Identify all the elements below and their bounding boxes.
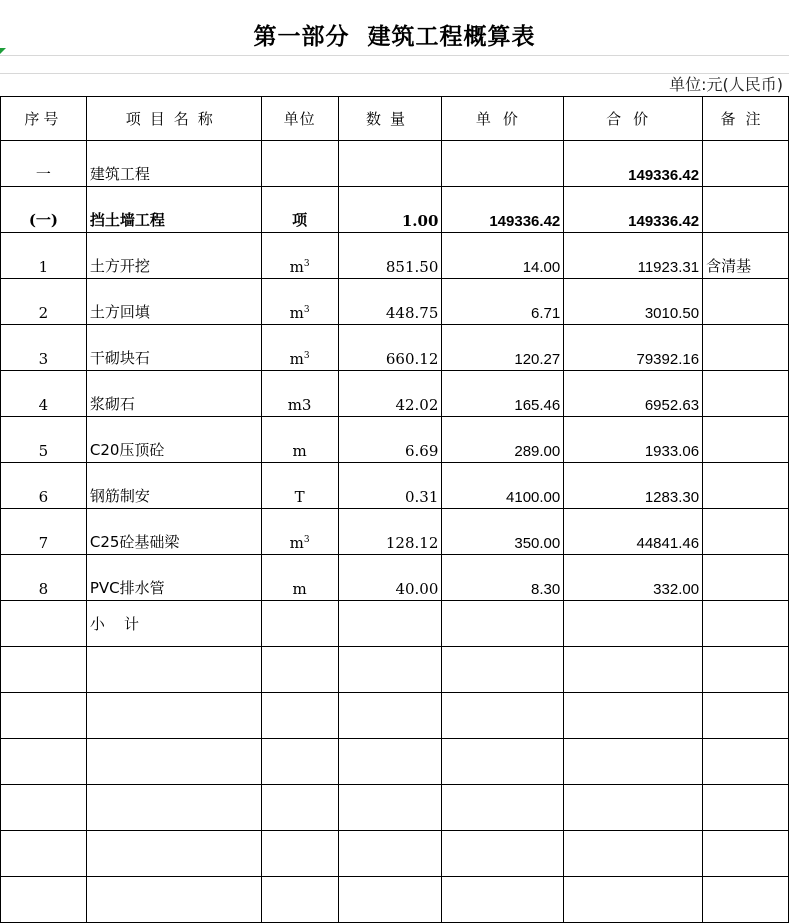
cell-empty[interactable] <box>442 647 564 693</box>
cell-remarks[interactable] <box>703 141 789 187</box>
table-row <box>1 371 789 417</box>
page-title: 第一部分 建筑工程概算表 <box>253 24 536 50</box>
cell-remarks[interactable] <box>703 187 789 233</box>
cell-total-price[interactable]: 6952.63 <box>564 371 703 417</box>
cell-unit-price[interactable]: 120.27 <box>442 325 564 371</box>
cell-unit-price[interactable]: 149336.42 <box>442 187 564 233</box>
cell-empty[interactable] <box>703 647 789 693</box>
cell-total-price[interactable]: 11923.31 <box>564 233 703 279</box>
cell-quantity[interactable]: 128.12 <box>338 509 442 555</box>
empty-row <box>1 831 789 877</box>
cell-quantity[interactable]: 851.50 <box>338 233 442 279</box>
cell-unit-price[interactable]: 8.30 <box>442 555 564 601</box>
cell-empty[interactable] <box>86 693 261 739</box>
cell-unit-price[interactable]: 350.00 <box>442 509 564 555</box>
cell-unit-price[interactable]: 165.46 <box>442 371 564 417</box>
cell-unit[interactable] <box>261 509 338 555</box>
cell-empty[interactable] <box>1 739 87 785</box>
cell-empty[interactable] <box>338 785 442 831</box>
cell-empty[interactable] <box>442 831 564 877</box>
cell-empty[interactable] <box>442 693 564 739</box>
cell-empty[interactable] <box>86 831 261 877</box>
cell-empty[interactable] <box>703 785 789 831</box>
cell-remarks[interactable] <box>703 509 789 555</box>
cell-seq[interactable]: 2 <box>1 279 87 325</box>
column-header-unit[interactable]: 单位 <box>261 97 338 141</box>
cell-seq[interactable]: 5 <box>1 417 87 463</box>
cell-total-price[interactable]: 3010.50 <box>564 279 703 325</box>
cell-unit[interactable] <box>261 371 338 417</box>
cell-empty[interactable] <box>1 647 87 693</box>
cell-empty[interactable] <box>1 877 87 923</box>
cell-empty[interactable] <box>703 877 789 923</box>
cell-total-price[interactable]: 149336.42 <box>564 187 703 233</box>
cell-unit-price[interactable]: 6.71 <box>442 279 564 325</box>
cell-empty[interactable] <box>86 647 261 693</box>
cell-unit-price[interactable] <box>442 141 564 187</box>
unit-text: m <box>289 534 304 552</box>
cell-empty[interactable] <box>564 877 703 923</box>
cell-empty[interactable] <box>703 693 789 739</box>
cell-unit[interactable] <box>261 325 338 371</box>
cell-empty[interactable] <box>338 877 442 923</box>
cell-item-name[interactable]: 钢筋制安 <box>86 463 261 509</box>
cell-empty[interactable] <box>86 785 261 831</box>
cell-empty[interactable] <box>564 831 703 877</box>
cell-empty[interactable] <box>442 601 564 647</box>
cell-empty[interactable] <box>338 647 442 693</box>
cell-seq[interactable]: 6 <box>1 463 87 509</box>
cell-empty[interactable] <box>703 601 789 647</box>
cell-total-price[interactable]: 1933.06 <box>564 417 703 463</box>
cell-empty[interactable] <box>86 877 261 923</box>
table-row <box>1 141 789 187</box>
cell-empty[interactable] <box>1 785 87 831</box>
cell-unit-price[interactable]: 14.00 <box>442 233 564 279</box>
table-row <box>1 325 789 371</box>
cell-remarks[interactable] <box>703 555 789 601</box>
cell-item-name[interactable]: PVC排水管 <box>86 555 261 601</box>
table-row <box>1 187 789 233</box>
cell-empty[interactable] <box>261 601 338 647</box>
cell-unit[interactable] <box>261 187 338 233</box>
cell-item-name[interactable]: 干砌块石 <box>86 325 261 371</box>
cell-item-name[interactable]: 土方开挖 <box>86 233 261 279</box>
column-header-unit-price[interactable]: 单价 <box>442 97 564 141</box>
cell-seq[interactable]: 8 <box>1 555 87 601</box>
cell-empty[interactable] <box>338 831 442 877</box>
column-header-total-price[interactable]: 合价 <box>564 97 703 141</box>
cell-remarks[interactable] <box>703 371 789 417</box>
cell-unit[interactable] <box>261 463 338 509</box>
cell-empty[interactable] <box>261 831 338 877</box>
cell-empty[interactable] <box>261 785 338 831</box>
cell-remarks[interactable] <box>703 417 789 463</box>
empty-row <box>1 647 789 693</box>
cell-empty[interactable] <box>261 647 338 693</box>
unit-text: m <box>289 304 304 322</box>
unit-text: T <box>294 488 305 506</box>
cell-unit[interactable] <box>261 141 338 187</box>
currency-unit-note: 单位:元(人民币) <box>669 75 783 94</box>
cell-empty[interactable] <box>442 877 564 923</box>
cell-item-name[interactable]: 浆砌石 <box>86 371 261 417</box>
table-row <box>1 509 789 555</box>
cell-remarks[interactable]: 含清基 <box>703 233 789 279</box>
cell-remarks[interactable] <box>703 463 789 509</box>
empty-row <box>1 785 789 831</box>
unit-superscript: 3 <box>303 351 310 361</box>
cell-empty[interactable] <box>338 601 442 647</box>
cell-seq[interactable]: 一 <box>1 141 87 187</box>
cell-item-name[interactable]: C20压顶砼 <box>86 417 261 463</box>
unit-superscript: 3 <box>303 535 310 545</box>
unit-superscript: 3 <box>303 305 310 315</box>
cell-total-price[interactable]: 1283.30 <box>564 463 703 509</box>
cell-empty[interactable] <box>703 739 789 785</box>
budget-table <box>0 96 789 923</box>
cell-empty[interactable] <box>338 693 442 739</box>
cell-total-price[interactable]: 332.00 <box>564 555 703 601</box>
cell-empty[interactable] <box>564 693 703 739</box>
cell-total-price[interactable]: 44841.46 <box>564 509 703 555</box>
cell-quantity[interactable]: 0.31 <box>338 463 442 509</box>
cell-total-price[interactable]: 149336.42 <box>564 141 703 187</box>
unit-superscript: 3 <box>303 259 310 269</box>
cell-empty[interactable] <box>564 647 703 693</box>
cell-unit[interactable] <box>261 555 338 601</box>
cell-quantity[interactable]: 6.69 <box>338 417 442 463</box>
cell-empty[interactable] <box>564 601 703 647</box>
table-header-row <box>1 97 789 141</box>
cell-empty[interactable] <box>261 693 338 739</box>
cell-item-name[interactable]: 土方回填 <box>86 279 261 325</box>
table-row <box>1 233 789 279</box>
cell-empty[interactable] <box>442 785 564 831</box>
cell-empty[interactable] <box>261 739 338 785</box>
empty-row <box>1 739 789 785</box>
unit-text: m <box>292 442 307 460</box>
table-row <box>1 463 789 509</box>
cell-empty[interactable] <box>564 785 703 831</box>
cell-unit[interactable] <box>261 417 338 463</box>
cell-seq[interactable]: 1 <box>1 233 87 279</box>
cell-seq[interactable]: 7 <box>1 509 87 555</box>
cell-empty[interactable] <box>564 739 703 785</box>
cell-empty[interactable] <box>261 877 338 923</box>
unit-text: m <box>292 580 307 598</box>
empty-row <box>1 693 789 739</box>
unit-text: m <box>289 350 304 368</box>
cell-item-name[interactable]: 建筑工程 <box>86 141 261 187</box>
cell-remarks[interactable] <box>703 279 789 325</box>
cell-seq[interactable] <box>1 601 87 647</box>
cell-seq[interactable]: 4 <box>1 371 87 417</box>
cell-unit[interactable] <box>261 279 338 325</box>
cell-item-name[interactable]: 挡土墙工程 <box>86 187 261 233</box>
unit-text: m3 <box>287 396 312 414</box>
cell-item-name[interactable]: C25砼基础梁 <box>86 509 261 555</box>
table-row <box>1 555 789 601</box>
cell-quantity[interactable]: 42.02 <box>338 371 442 417</box>
subtotal-row <box>1 601 789 647</box>
cell-seq[interactable]: (一) <box>1 187 87 233</box>
column-header-quantity[interactable]: 数量 <box>338 97 442 141</box>
cell-empty[interactable] <box>442 739 564 785</box>
cell-empty[interactable] <box>1 831 87 877</box>
table-row <box>1 417 789 463</box>
column-header-name[interactable]: 项目名称 <box>86 97 261 141</box>
cell-empty[interactable] <box>338 739 442 785</box>
table-row <box>1 279 789 325</box>
cell-unit[interactable] <box>261 233 338 279</box>
column-header-seq[interactable]: 序号 <box>1 97 87 141</box>
gridline <box>0 55 789 56</box>
cell-quantity[interactable]: 1.00 <box>338 187 442 233</box>
cell-seq[interactable]: 3 <box>1 325 87 371</box>
unit-text: m <box>289 258 304 276</box>
column-header-remarks[interactable]: 备注 <box>703 97 789 141</box>
cell-quantity[interactable]: 448.75 <box>338 279 442 325</box>
cell-quantity[interactable]: 660.12 <box>338 325 442 371</box>
cell-subtotal-label[interactable]: 小 计 <box>86 601 261 647</box>
cell-unit-price[interactable]: 289.00 <box>442 417 564 463</box>
cell-empty[interactable] <box>1 693 87 739</box>
cell-empty[interactable] <box>86 739 261 785</box>
cell-empty[interactable] <box>703 831 789 877</box>
cell-quantity[interactable] <box>338 141 442 187</box>
cell-total-price[interactable]: 79392.16 <box>564 325 703 371</box>
cell-unit-price[interactable]: 4100.00 <box>442 463 564 509</box>
cell-quantity[interactable]: 40.00 <box>338 555 442 601</box>
cell-remarks[interactable] <box>703 325 789 371</box>
unit-text: 项 <box>292 211 308 229</box>
empty-row <box>1 877 789 923</box>
